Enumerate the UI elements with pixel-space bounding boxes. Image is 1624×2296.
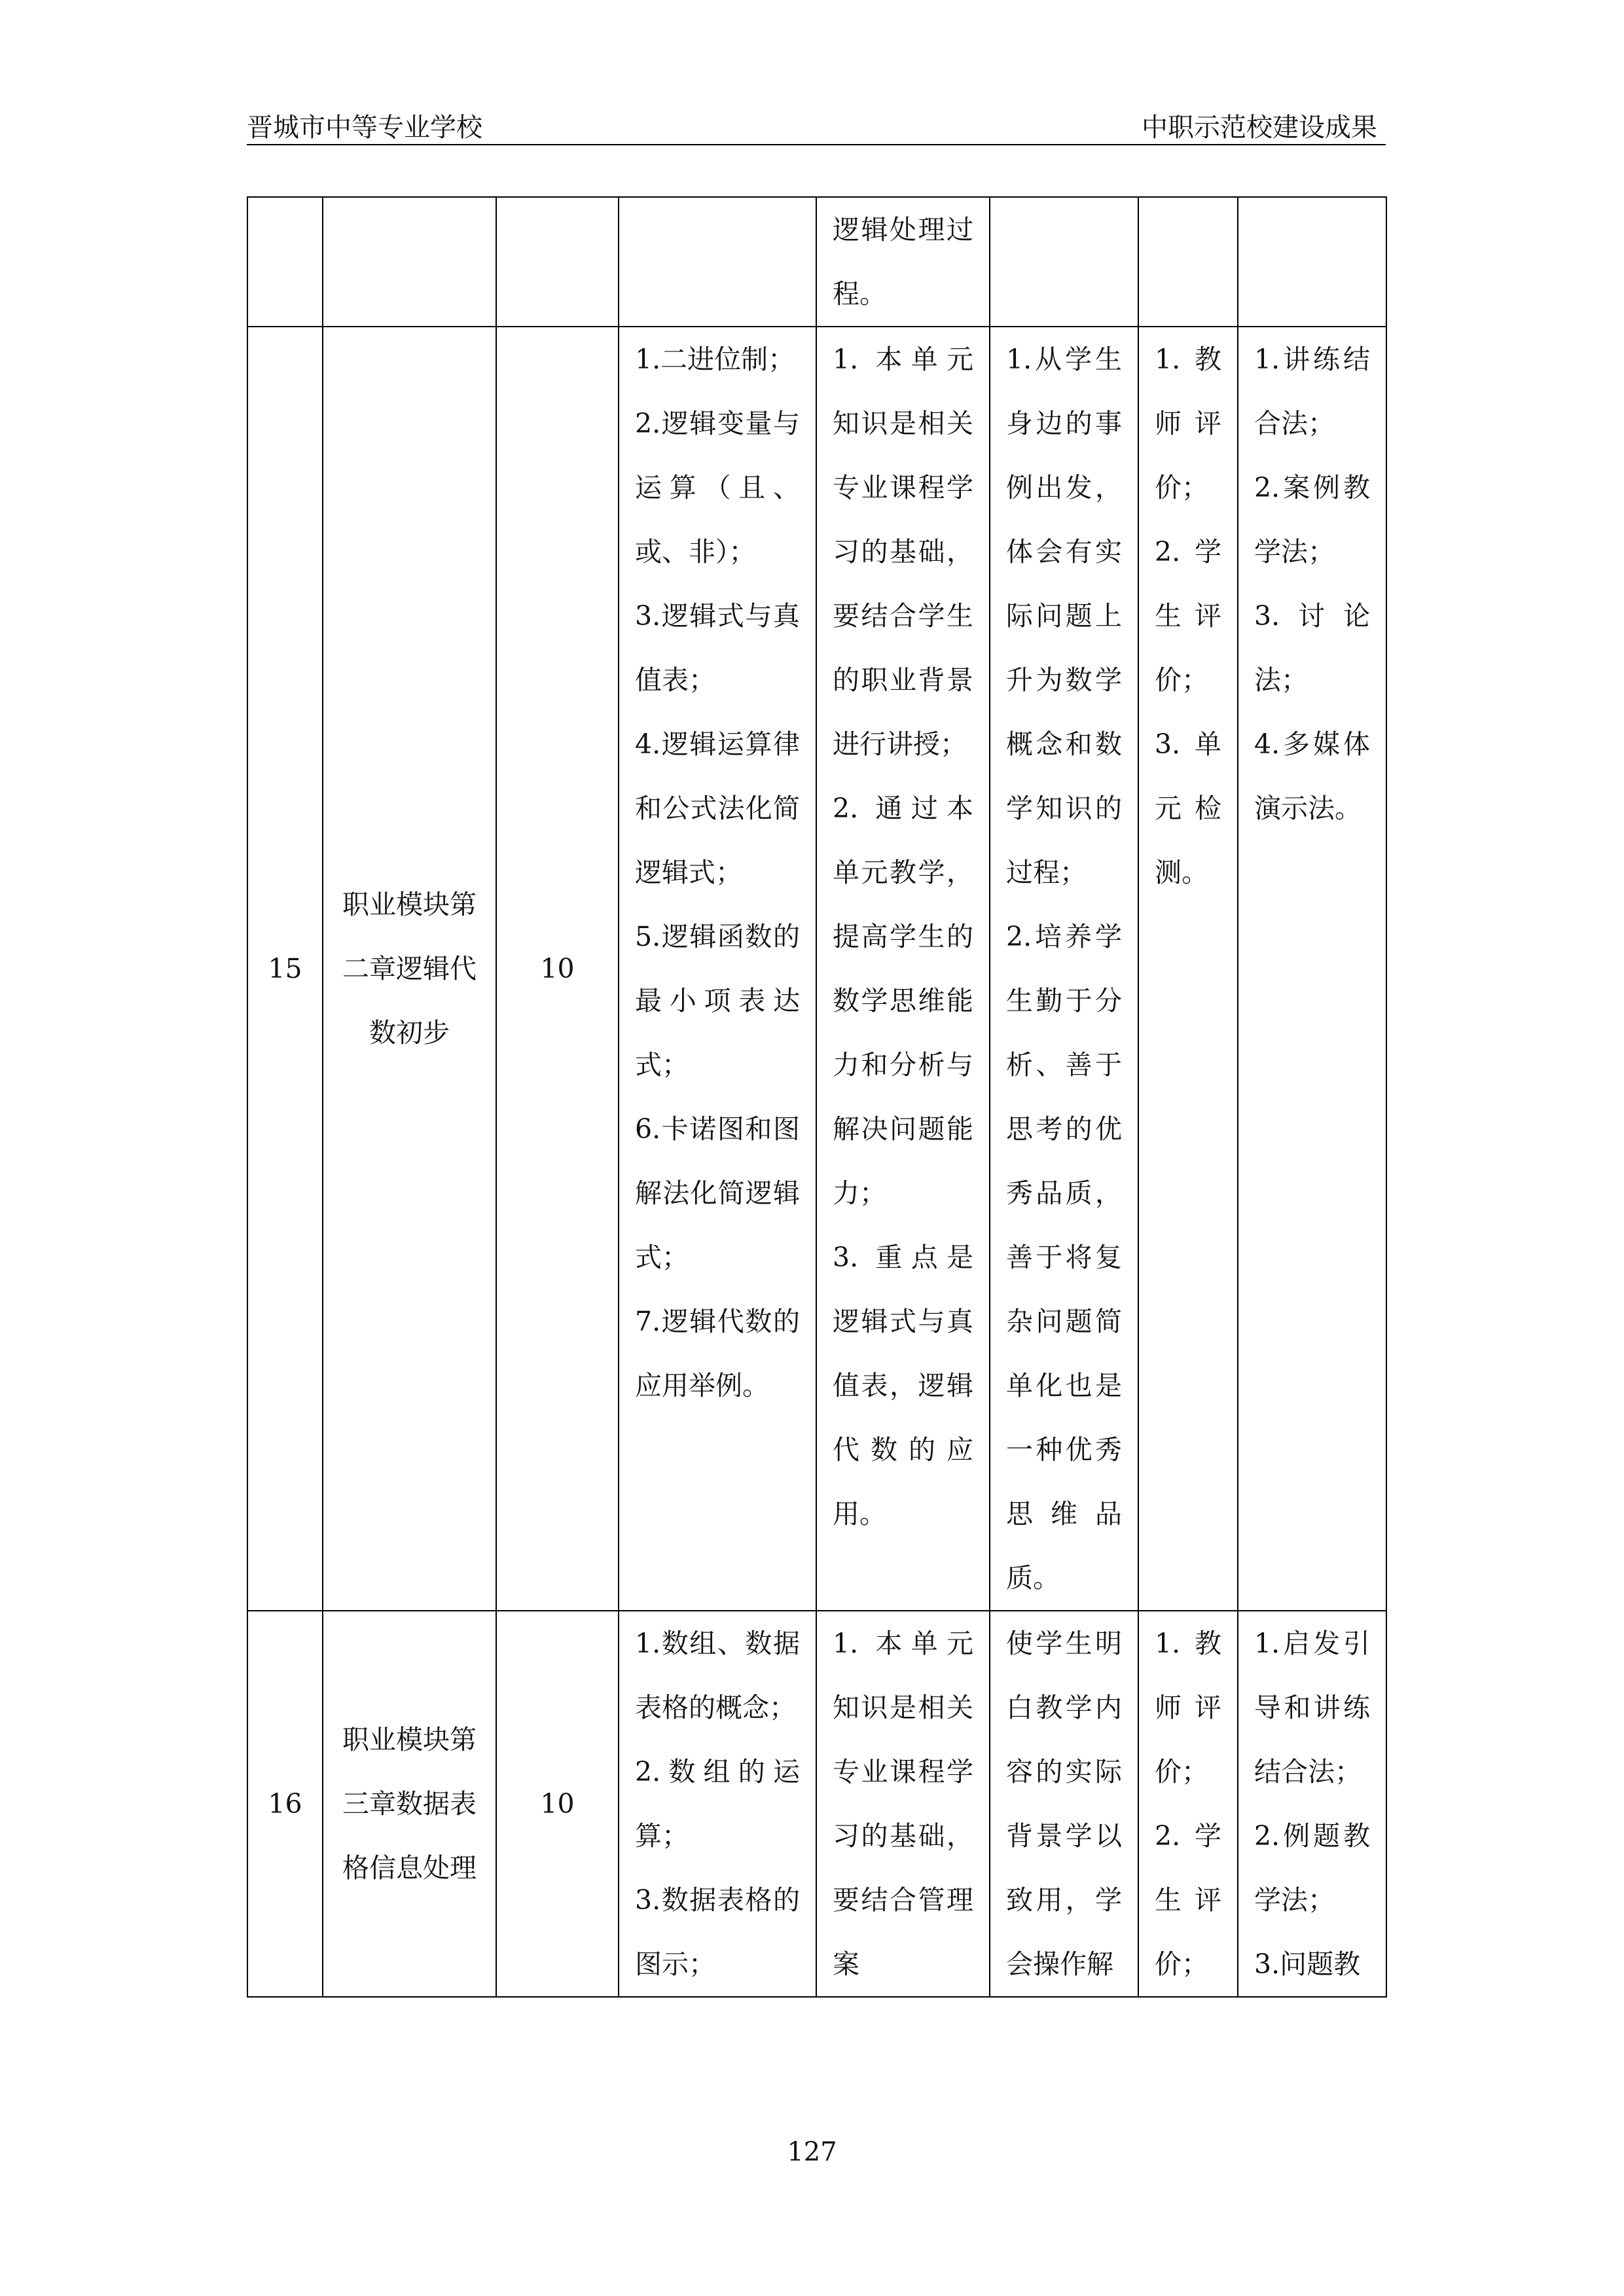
cell-evaluation [1138,197,1238,327]
cell-evaluation [1138,327,1238,1611]
cell-line: 1.从学生身边的事例出发，体会有实际问题上升为数学概念和数学知识的过程； [1006,344,1122,888]
cell-line: 1. 本单元知识是相关专业课程学习的基础，要结合学生的职业背景进行讲授； [833,344,973,760]
table-row [247,1611,1386,1997]
cell-module-name: 职业模块第三章数据表格信息处理 [323,1611,496,1997]
cell-line: 2. 学生评价； [1155,1820,1221,1980]
header-school-name: 晋城市中等专业学校 [247,113,482,143]
cell-methods [1238,1611,1386,1997]
cell-line: 3.问题教 [1254,1948,1361,1980]
cell-requirements [816,327,990,1611]
cell-methods [1238,197,1386,327]
curriculum-table [247,196,1387,1998]
cell-line: 3. 重点是逻辑式与真值表，逻辑代数的应用。 [833,1242,973,1530]
cell-requirements [816,1611,990,1997]
cell-requirements [816,197,990,327]
cell-evaluation [1138,1611,1238,1997]
cell-goals [990,327,1138,1611]
cell-line: 3.讨论法； [1254,600,1370,696]
header-rule [247,144,1386,145]
table-row [247,327,1386,1611]
cell-line: 2.逻辑变量与运算（且、或、非）； [635,408,800,567]
cell-content [619,327,816,1611]
cell-number: 15 [247,327,323,1611]
cell-content [619,1611,816,1997]
table-row [247,197,1386,327]
cell-line: 2.培养学生勤于分析、善于思考的优秀品质，善于将复杂问题简单化也是一种优秀思维品质。 [1006,921,1122,1594]
cell-line: 2.例题教学法； [1254,1820,1370,1916]
cell-line: 1. 教师评价； [1155,344,1221,503]
header-doc-title: 中职示范校建设成果 [1142,113,1377,143]
cell-number: 16 [247,1611,323,1997]
cell-number [247,197,323,327]
cell-goals [990,1611,1138,1997]
cell-hours: 10 [496,327,619,1611]
cell-line: 使学生明白教学内容的实际背景学以致用，学会操作解 [1006,1628,1122,1980]
cell-line: 1. 本单元知识是相关专业课程学习的基础，要结合管理案 [833,1628,973,1980]
cell-line: 5.逻辑函数的最小项表达式； [635,921,800,1081]
cell-line: 1.数组、数据表格的概念； [635,1628,800,1723]
cell-line: 3.逻辑式与真值表； [635,600,800,696]
cell-line: 4.逻辑运算律和公式法化简逻辑式； [635,728,800,888]
cell-line: 3.数据表格的图示； [635,1884,800,1980]
cell-hours [496,197,619,327]
cell-line: 2. 学生评价； [1155,536,1221,696]
page-number: 127 [787,2137,837,2167]
cell-content [619,197,816,327]
cell-line: 逻辑处理过程。 [833,214,973,310]
cell-line: 1. 教师评价； [1155,1628,1221,1787]
cell-hours: 10 [496,1611,619,1997]
cell-line: 1.二进位制； [635,344,795,375]
cell-line: 3. 单元检测。 [1155,728,1221,888]
cell-module-name [323,197,496,327]
cell-line: 4.多媒体演示法。 [1254,728,1370,824]
cell-line: 2.数组的运算； [635,1756,800,1852]
cell-line: 2.案例教学法； [1254,472,1370,567]
cell-line: 1.启发引导和讲练结合法； [1254,1628,1370,1787]
cell-line: 6.卡诺图和图解法化简逻辑式； [635,1113,800,1273]
cell-module-name: 职业模块第二章逻辑代数初步 [323,327,496,1611]
cell-line: 1.讲练结合法； [1254,344,1370,439]
cell-line: 7.逻辑代数的应用举例。 [635,1306,800,1401]
cell-line: 2. 通过本单元教学，提高学生的数学思维能力和分析与解决问题能力； [833,793,973,1209]
cell-goals [990,197,1138,327]
cell-methods [1238,327,1386,1611]
